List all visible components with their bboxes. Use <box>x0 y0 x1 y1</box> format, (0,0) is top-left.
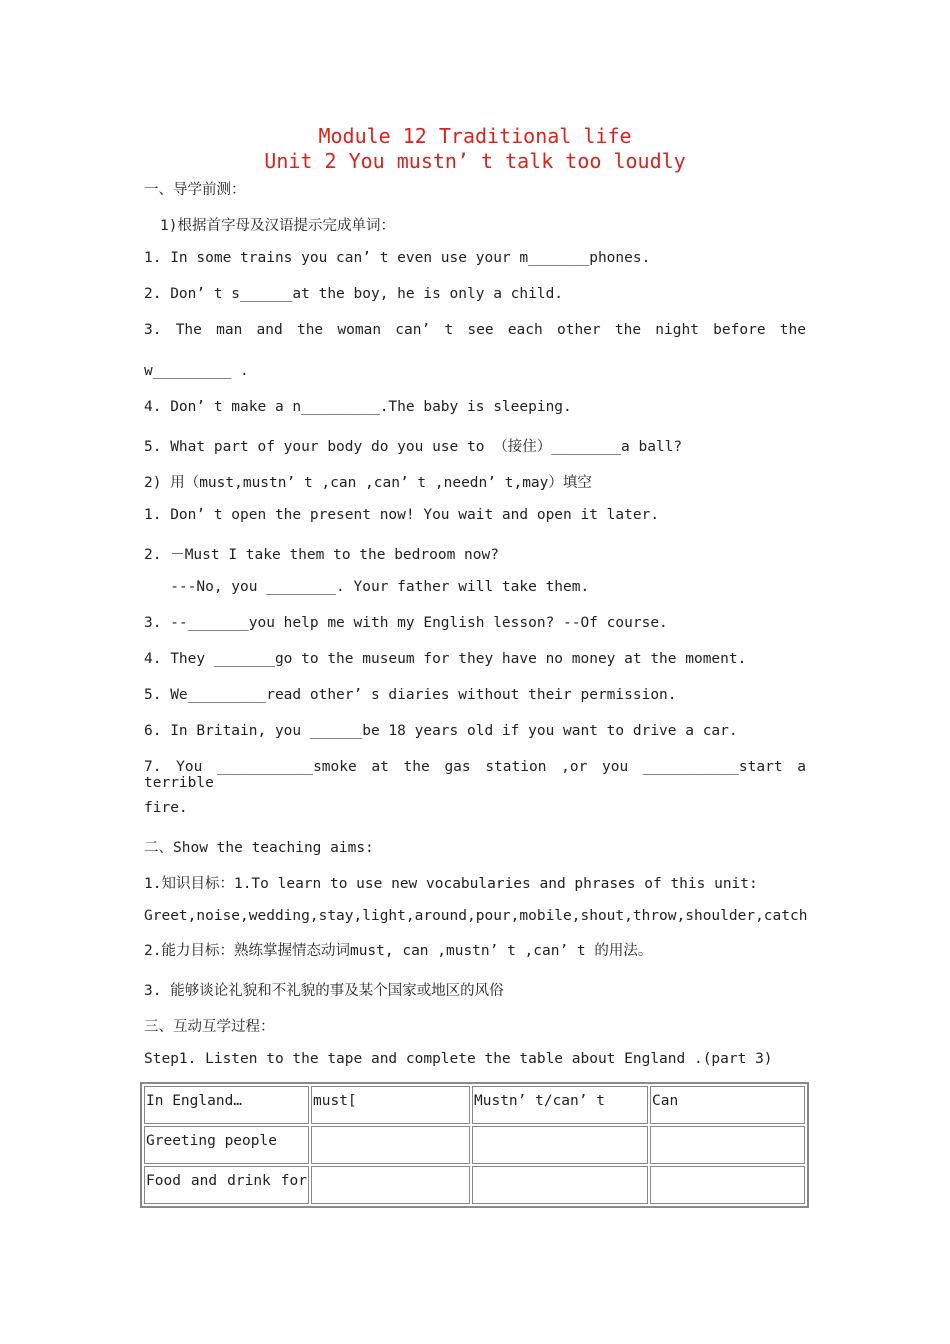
part2-item-2-answer: ---No, you ________. Your father will take them. <box>144 579 590 595</box>
table-cell-blank[interactable] <box>650 1126 805 1164</box>
aim-ability: 2.能力目标：熟练掌握情态动词must, can ,mustn’ t ,can’ t 的用法。 <box>144 943 653 959</box>
table-cell-blank[interactable] <box>472 1126 648 1164</box>
part1-item-3-cont: w_________ . <box>144 363 249 379</box>
table-row <box>144 1126 805 1164</box>
table-cell-blank[interactable] <box>472 1166 648 1204</box>
part1-heading: 1)根据首字母及汉语提示完成单词： <box>160 218 395 234</box>
table-row <box>144 1166 805 1204</box>
part2-item-3: 3. --_______you help me with my English lesson? --Of course. <box>144 615 668 631</box>
step1-instruction: Step1. Listen to the tape and complete the table about England .(part 3) <box>144 1051 773 1067</box>
part2-item-1: 1. Don’ t open the present now! You wait and open it later. <box>144 507 660 523</box>
module-title: Module 12 Traditional life <box>318 124 632 148</box>
england-customs-table <box>140 1082 809 1208</box>
table-header-cell: In England… <box>144 1086 309 1124</box>
table-header-cell: must[ <box>311 1086 470 1124</box>
aim-vocab-list: Greet,noise,wedding,stay,light,around,pour,mobile,shout,throw,shoulder,catch <box>144 908 808 924</box>
unit-title: Unit 2 You mustn’ t talk too loudly <box>264 149 686 173</box>
table-header-cell: Can <box>650 1086 805 1124</box>
part2-item-2: 2. －Must I take them to the bedroom now? <box>144 547 499 563</box>
part2-item-4: 4. They _______go to the museum for they have no money at the moment. <box>144 651 747 667</box>
part1-item-3: 3. The man and the woman can’ t see each other the night before the <box>144 322 806 338</box>
aim-knowledge: 1.知识目标：1.To learn to use new vocabularies and phrases of this unit: <box>144 876 758 892</box>
table-cell-blank[interactable] <box>650 1166 805 1204</box>
section3-heading: 三、互动互学过程： <box>144 1019 275 1035</box>
part2-item-5: 5. We_________read other’ s diaries without their permission. <box>144 687 677 703</box>
part1-item-5: 5. What part of your body do you use to （接住）________a ball? <box>144 439 683 455</box>
part2-heading: 2) 用（must,mustn’ t ,can ,can’ t ,needn’ t,may）填空 <box>144 475 592 491</box>
table-cell-blank[interactable] <box>311 1126 470 1164</box>
part1-item-1: 1. In some trains you can’ t even use your m_______phones. <box>144 250 651 266</box>
table-header-cell: Mustn’ t/can’ t <box>472 1086 648 1124</box>
part2-item-7-cont: fire. <box>144 800 188 816</box>
table-cell: Greeting people <box>144 1126 309 1164</box>
section2-heading: 二、Show the teaching aims: <box>144 840 374 856</box>
part1-item-4: 4. Don’ t make a n_________.The baby is sleeping. <box>144 399 572 415</box>
table-cell-blank[interactable] <box>311 1166 470 1204</box>
table-cell: Food and drink for <box>144 1166 309 1204</box>
part1-item-2: 2. Don’ t s______at the boy, he is only a child. <box>144 286 564 302</box>
part2-item-6: 6. In Britain, you ______be 18 years old if you want to drive a car. <box>144 723 738 739</box>
aim-emotion: 3. 能够谈论礼貌和不礼貌的事及某个国家或地区的风俗 <box>144 983 504 999</box>
part2-item-7: 7. You ___________smoke at the gas station ,or you ___________start a terrible <box>144 759 806 791</box>
section1-heading: 一、导学前测： <box>144 182 246 198</box>
table-header-row <box>144 1086 805 1124</box>
